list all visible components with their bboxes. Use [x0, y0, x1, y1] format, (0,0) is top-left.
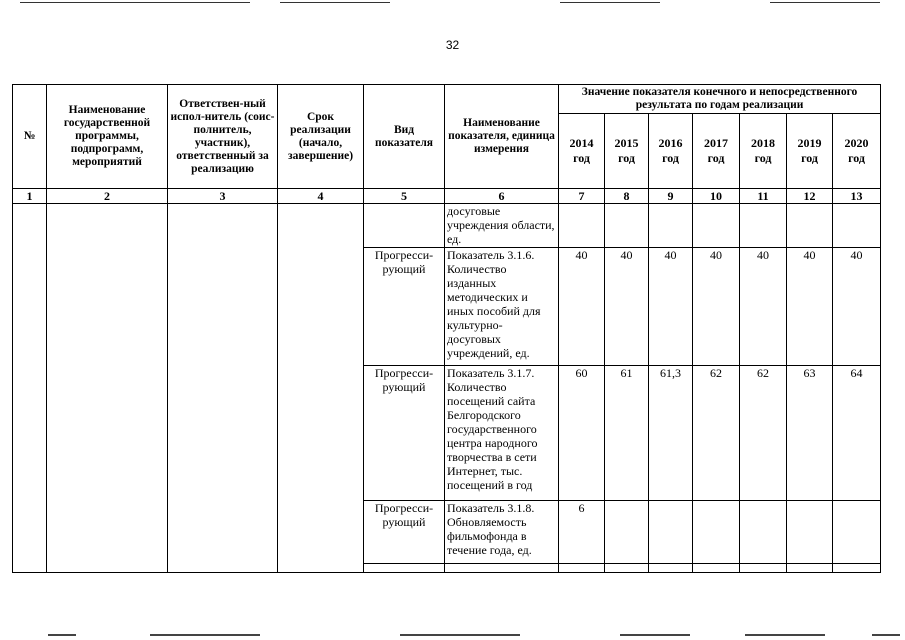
cell-value: [833, 501, 881, 564]
cell-kind: Прогресси-рующий: [364, 366, 445, 501]
header-col-no: №: [13, 85, 47, 189]
cell-value: [559, 204, 605, 248]
cell-responsible-empty: [168, 204, 278, 573]
column-number: 7: [559, 189, 605, 204]
column-number: 13: [833, 189, 881, 204]
cell-kind: Прогресси-рующий: [364, 248, 445, 366]
bottom-edge-line: [150, 634, 260, 636]
cell-value: [740, 204, 787, 248]
column-number: 1: [13, 189, 47, 204]
bottom-edge-line: [872, 634, 900, 636]
cell-period-empty: [278, 204, 364, 573]
column-number: 12: [787, 189, 833, 204]
cell-empty: [693, 564, 740, 573]
header-year: 2019 год: [787, 114, 833, 189]
cell-empty: [445, 564, 559, 573]
column-number: 3: [168, 189, 278, 204]
cell-value: [693, 501, 740, 564]
cell-value: 63: [787, 366, 833, 501]
cell-value: 40: [605, 248, 649, 366]
cell-value: 6: [559, 501, 605, 564]
cell-program-empty: [47, 204, 168, 573]
cell-value: 64: [833, 366, 881, 501]
column-numbers-row: [13, 189, 881, 204]
cell-value: 60: [559, 366, 605, 501]
top-edge-line: [560, 2, 660, 3]
indicators-table: [12, 84, 881, 573]
cell-empty: [740, 564, 787, 573]
cell-kind: Прогресси-рующий: [364, 501, 445, 564]
cell-value: [605, 204, 649, 248]
cell-value: [605, 501, 649, 564]
cell-value: 62: [693, 366, 740, 501]
column-number: 8: [605, 189, 649, 204]
cell-value: 40: [740, 248, 787, 366]
column-number: 2: [47, 189, 168, 204]
cell-value: [649, 204, 693, 248]
column-number: 11: [740, 189, 787, 204]
header-col-indicator: Наименование показателя, единица измерения: [445, 85, 559, 189]
header-row-top: [13, 85, 881, 114]
page-number: 32: [445, 38, 460, 52]
header-values-group: Значение показателя конечного и непосредственного результата по годам реализации: [559, 85, 881, 114]
cell-value: 40: [833, 248, 881, 366]
cell-value: [833, 204, 881, 248]
top-edge-line: [280, 2, 390, 3]
column-number: 5: [364, 189, 445, 204]
column-number: 9: [649, 189, 693, 204]
cell-empty: [833, 564, 881, 573]
column-number: 10: [693, 189, 740, 204]
header-year: 2020 год: [833, 114, 881, 189]
cell-value: 40: [649, 248, 693, 366]
bottom-edge-line: [620, 634, 690, 636]
header-year: 2015 год: [605, 114, 649, 189]
cell-value: 40: [693, 248, 740, 366]
cell-empty: [364, 564, 445, 573]
cell-empty: [787, 564, 833, 573]
column-number: 6: [445, 189, 559, 204]
bottom-edge-line: [48, 634, 76, 636]
header-year: 2016 год: [649, 114, 693, 189]
bottom-edge-line: [400, 634, 520, 636]
header-col-responsible: Ответствен-ный испол-нитель (соис-полнитель, участник), ответственный за реализацию: [168, 85, 278, 189]
cell-value: 40: [787, 248, 833, 366]
cell-value: [787, 204, 833, 248]
header-col-program: Наименование государственной программы, подпрограмм, мероприятий: [47, 85, 168, 189]
cell-value: [693, 204, 740, 248]
cell-kind: [364, 204, 445, 248]
top-edge-line: [770, 2, 880, 3]
cell-value: 62: [740, 366, 787, 501]
cell-value: 40: [559, 248, 605, 366]
header-year: 2018 год: [740, 114, 787, 189]
cell-value: 61: [605, 366, 649, 501]
bottom-edge-line: [745, 634, 825, 636]
cell-indicator: досуговые учреждения области, ед.: [445, 204, 559, 248]
header-col-kind: Вид показателя: [364, 85, 445, 189]
cell-indicator: Показатель 3.1.6. Количество изданных методических и иных пособий для культурно-досуговых учреждений, ед.: [445, 248, 559, 366]
cell-value: [740, 501, 787, 564]
cell-value: [649, 501, 693, 564]
cell-empty: [605, 564, 649, 573]
header-year: 2017 год: [693, 114, 740, 189]
cell-no-empty: [13, 204, 47, 573]
header-year: 2014 год: [559, 114, 605, 189]
column-number: 4: [278, 189, 364, 204]
cell-empty: [559, 564, 605, 573]
cell-indicator: Показатель 3.1.7. Количество посещений сайта Белгородского государственного центра народного творчества в сети Интернет, тыс. посещений в год: [445, 366, 559, 501]
header-col-period: Срок реализации (начало, завершение): [278, 85, 364, 189]
cell-value: [787, 501, 833, 564]
cell-value: 61,3: [649, 366, 693, 501]
table-row: [13, 204, 881, 248]
cell-empty: [649, 564, 693, 573]
cell-indicator: Показатель 3.1.8. Обновляемость фильмофонда в течение года, ед.: [445, 501, 559, 564]
top-edge-line: [20, 2, 250, 3]
